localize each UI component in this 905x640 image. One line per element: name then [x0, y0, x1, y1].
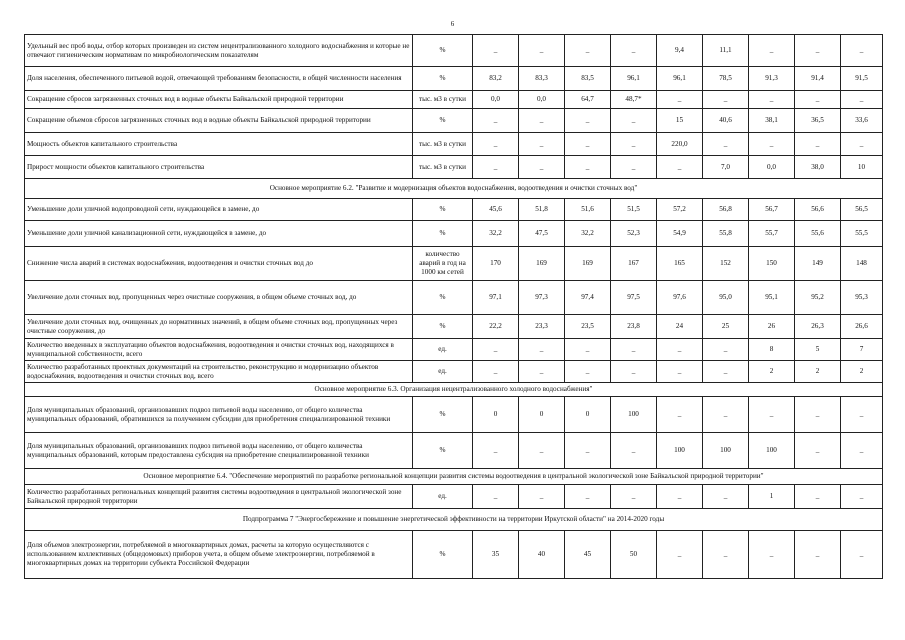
value-cell: _ — [795, 397, 841, 433]
value-cell: _ — [795, 91, 841, 109]
value-cell: 8 — [749, 339, 795, 361]
value-cell: 100 — [703, 433, 749, 469]
indicator-name: Количество разработанных региональных концепций развития системы водоотведения в центральной экологической зоне Байкальской природной территории — [25, 485, 413, 509]
value-cell: _ — [657, 361, 703, 383]
value-cell: _ — [565, 485, 611, 509]
value-cell: 91,5 — [841, 67, 883, 91]
value-cell: _ — [473, 339, 519, 361]
value-cell: 40 — [519, 531, 565, 579]
value-cell: 7,0 — [703, 156, 749, 179]
value-cell: 83,2 — [473, 67, 519, 91]
value-cell: _ — [565, 35, 611, 67]
value-cell: _ — [519, 156, 565, 179]
value-cell: _ — [703, 531, 749, 579]
table-row — [25, 531, 883, 579]
value-cell: _ — [473, 35, 519, 67]
value-cell: 97,3 — [519, 281, 565, 315]
value-cell: _ — [565, 109, 611, 133]
value-cell: _ — [841, 91, 883, 109]
value-cell: 95,3 — [841, 281, 883, 315]
indicator-name: Увеличение доли сточных вод, очищенных до нормативных значений, в общем объеме сточных вод, пропущенных через очистные сооружения, до — [25, 315, 413, 339]
table-row — [25, 156, 883, 179]
value-cell: 1 — [749, 485, 795, 509]
value-cell: 51,8 — [519, 199, 565, 221]
page-number: 6 — [450, 20, 455, 28]
unit-cell: количество аварий в год на 1000 км сетей — [413, 247, 473, 281]
value-cell: _ — [703, 361, 749, 383]
value-cell: _ — [657, 91, 703, 109]
unit-cell: ед. — [413, 339, 473, 361]
value-cell: 48,7* — [611, 91, 657, 109]
value-cell: 97,6 — [657, 281, 703, 315]
table-row — [25, 133, 883, 156]
value-cell: _ — [749, 531, 795, 579]
indicator-name: Прирост мощности объектов капитального строительства — [25, 156, 413, 179]
indicator-name: Количество введенных в эксплуатацию объектов водоснабжения, водоотведения и очистки сточных вод, находящихся в муниципальной собственности, всего — [25, 339, 413, 361]
value-cell: 149 — [795, 247, 841, 281]
value-cell: 47,5 — [519, 221, 565, 247]
value-cell: 169 — [519, 247, 565, 281]
value-cell: 0 — [519, 397, 565, 433]
value-cell: _ — [749, 35, 795, 67]
value-cell: 2 — [795, 361, 841, 383]
value-cell: _ — [473, 433, 519, 469]
unit-cell: % — [413, 433, 473, 469]
unit-cell: тыс. м3 в сутки — [413, 156, 473, 179]
value-cell: _ — [519, 433, 565, 469]
value-cell: _ — [795, 531, 841, 579]
value-cell: 51,6 — [565, 199, 611, 221]
unit-cell: % — [413, 35, 473, 67]
value-cell: 152 — [703, 247, 749, 281]
value-cell: _ — [519, 485, 565, 509]
value-cell: _ — [703, 397, 749, 433]
value-cell: 100 — [749, 433, 795, 469]
value-cell: 32,2 — [565, 221, 611, 247]
indicator-name: Доля объемов электроэнергии, потребляемой в многоквартирных домах, расчеты за которую осуществляются с использованием коллективных (общедомовых) приборов учета, в общем объеме электроэнергии, потребляемой в многоквартирных домах на территории субъекта Российской Федерации — [25, 531, 413, 579]
indicator-name: Доля муниципальных образований, организовавших подвоз питьевой воды населению, от общего количества муниципальных образований, которым предоставлена субсидия на приобретение специализированной техники — [25, 433, 413, 469]
value-cell: 2 — [749, 361, 795, 383]
value-cell: 148 — [841, 247, 883, 281]
value-cell: 95,2 — [795, 281, 841, 315]
table-row — [25, 91, 883, 109]
table-row — [25, 247, 883, 281]
unit-cell: % — [413, 199, 473, 221]
value-cell: 40,6 — [703, 109, 749, 133]
value-cell: _ — [795, 485, 841, 509]
value-cell: 52,3 — [611, 221, 657, 247]
value-cell: 51,5 — [611, 199, 657, 221]
value-cell: 26,6 — [841, 315, 883, 339]
value-cell: 0,0 — [749, 156, 795, 179]
value-cell: 15 — [657, 109, 703, 133]
value-cell: _ — [841, 531, 883, 579]
value-cell: _ — [611, 485, 657, 509]
value-cell: 23,8 — [611, 315, 657, 339]
section-header-row — [25, 509, 883, 531]
value-cell: 64,7 — [565, 91, 611, 109]
value-cell: _ — [749, 91, 795, 109]
value-cell: 33,6 — [841, 109, 883, 133]
value-cell: 32,2 — [473, 221, 519, 247]
indicators-table-body — [25, 35, 883, 579]
value-cell: 5 — [795, 339, 841, 361]
value-cell: 10 — [841, 156, 883, 179]
indicator-name: Уменьшение доли уличной канализационной сети, нуждающейся в замене, до — [25, 221, 413, 247]
value-cell: _ — [519, 133, 565, 156]
value-cell: _ — [473, 485, 519, 509]
unit-cell: тыс. м3 в сутки — [413, 91, 473, 109]
value-cell: 24 — [657, 315, 703, 339]
value-cell: 96,1 — [611, 67, 657, 91]
value-cell: 50 — [611, 531, 657, 579]
value-cell: 57,2 — [657, 199, 703, 221]
indicator-name: Снижение числа аварий в системах водоснабжения, водоотведения и очистки сточных вод до — [25, 247, 413, 281]
unit-cell: тыс. м3 в сутки — [413, 133, 473, 156]
value-cell: 55,8 — [703, 221, 749, 247]
value-cell: _ — [703, 91, 749, 109]
unit-cell: ед. — [413, 361, 473, 383]
value-cell: _ — [749, 133, 795, 156]
value-cell: _ — [519, 361, 565, 383]
unit-cell: % — [413, 221, 473, 247]
value-cell: _ — [611, 433, 657, 469]
table-row — [25, 361, 883, 383]
value-cell: _ — [611, 339, 657, 361]
table-row — [25, 281, 883, 315]
value-cell: 45,6 — [473, 199, 519, 221]
value-cell: 95,1 — [749, 281, 795, 315]
value-cell: 7 — [841, 339, 883, 361]
value-cell: 0,0 — [519, 91, 565, 109]
value-cell: 91,4 — [795, 67, 841, 91]
table-row — [25, 199, 883, 221]
value-cell: _ — [565, 339, 611, 361]
value-cell: _ — [657, 531, 703, 579]
indicator-name: Доля муниципальных образований, организовавших подвоз питьевой воды населению, от общего количества муниципальных образований, обратившихся за получением субсидии для приобретения специализированной техники — [25, 397, 413, 433]
unit-cell: % — [413, 531, 473, 579]
table-row — [25, 397, 883, 433]
value-cell: 2 — [841, 361, 883, 383]
indicators-table — [24, 34, 883, 579]
value-cell: 55,5 — [841, 221, 883, 247]
value-cell: 11,1 — [703, 35, 749, 67]
value-cell: _ — [749, 397, 795, 433]
value-cell: _ — [841, 35, 883, 67]
value-cell: _ — [611, 109, 657, 133]
indicator-name: Удельный вес проб воды, отбор которых произведен из систем нецентрализованного холодного водоснабжения и которые не отвечают гигиеническим нормативам по микробиологическим показателям — [25, 35, 413, 67]
section-header-row — [25, 469, 883, 485]
value-cell: 38,0 — [795, 156, 841, 179]
indicator-name: Мощность объектов капитального строительства — [25, 133, 413, 156]
value-cell: _ — [841, 397, 883, 433]
value-cell: _ — [657, 397, 703, 433]
value-cell: _ — [611, 35, 657, 67]
table-row — [25, 67, 883, 91]
indicator-name: Сокращение объемов сбросов загрязненных сточных вод в водные объекты Байкальской природной территории — [25, 109, 413, 133]
unit-cell: % — [413, 281, 473, 315]
value-cell: 0 — [473, 397, 519, 433]
value-cell: _ — [795, 133, 841, 156]
value-cell: 38,1 — [749, 109, 795, 133]
value-cell: 56,7 — [749, 199, 795, 221]
value-cell: _ — [703, 133, 749, 156]
indicator-name: Доля населения, обеспеченного питьевой водой, отвечающей требованиям безопасности, в общей численности населения — [25, 67, 413, 91]
value-cell: 170 — [473, 247, 519, 281]
value-cell: _ — [611, 156, 657, 179]
indicator-name: Уменьшение доли уличной водопроводной сети, нуждающейся в замене, до — [25, 199, 413, 221]
value-cell: 97,5 — [611, 281, 657, 315]
value-cell: 100 — [611, 397, 657, 433]
unit-cell: % — [413, 109, 473, 133]
value-cell: 23,3 — [519, 315, 565, 339]
table-row — [25, 315, 883, 339]
section-title: Основное мероприятие 6.2. "Развитие и модернизация объектов водоснабжения, водоотведения и очистки сточных вод" — [25, 179, 883, 199]
value-cell: _ — [611, 361, 657, 383]
value-cell: 0,0 — [473, 91, 519, 109]
value-cell: _ — [703, 485, 749, 509]
value-cell: _ — [841, 485, 883, 509]
value-cell: 167 — [611, 247, 657, 281]
value-cell: _ — [473, 156, 519, 179]
value-cell: _ — [473, 133, 519, 156]
value-cell: 26 — [749, 315, 795, 339]
unit-cell: % — [413, 315, 473, 339]
indicator-name: Количество разработанных проектных документаций на строительство, реконструкцию и модернизацию объектов водоснабжения, водоотведения и очистки сточных вод, всего — [25, 361, 413, 383]
table-row — [25, 35, 883, 67]
value-cell: 0 — [565, 397, 611, 433]
value-cell: 100 — [657, 433, 703, 469]
table-row — [25, 433, 883, 469]
value-cell: 55,7 — [749, 221, 795, 247]
value-cell: 25 — [703, 315, 749, 339]
section-title: Основное мероприятие 6.3. Организация нецентрализованного холодного водоснабжения" — [25, 383, 883, 397]
value-cell: 78,5 — [703, 67, 749, 91]
value-cell: 220,0 — [657, 133, 703, 156]
table-row — [25, 339, 883, 361]
table-row — [25, 485, 883, 509]
section-title: Подпрограмма 7 "Энергосбережение и повышение энергетической эффективности на территории Иркутской области" на 2014-2020 годы — [25, 509, 883, 531]
value-cell: 55,6 — [795, 221, 841, 247]
value-cell: _ — [841, 133, 883, 156]
value-cell: 26,3 — [795, 315, 841, 339]
value-cell: _ — [657, 339, 703, 361]
value-cell: _ — [519, 339, 565, 361]
value-cell: 36,5 — [795, 109, 841, 133]
unit-cell: % — [413, 397, 473, 433]
value-cell: 22,2 — [473, 315, 519, 339]
value-cell: _ — [795, 35, 841, 67]
value-cell: 9,4 — [657, 35, 703, 67]
section-header-row — [25, 383, 883, 397]
value-cell: _ — [519, 109, 565, 133]
value-cell: _ — [795, 433, 841, 469]
value-cell: _ — [657, 485, 703, 509]
indicator-name: Увеличение доли сточных вод, пропущенных через очистные сооружения, в общем объеме сточных вод, до — [25, 281, 413, 315]
value-cell: _ — [565, 133, 611, 156]
value-cell: 97,4 — [565, 281, 611, 315]
value-cell: _ — [565, 361, 611, 383]
value-cell: 169 — [565, 247, 611, 281]
unit-cell: % — [413, 67, 473, 91]
value-cell: 54,9 — [657, 221, 703, 247]
value-cell: 23,5 — [565, 315, 611, 339]
table-row — [25, 221, 883, 247]
value-cell: _ — [841, 433, 883, 469]
value-cell: 83,3 — [519, 67, 565, 91]
value-cell: 165 — [657, 247, 703, 281]
value-cell: _ — [473, 361, 519, 383]
value-cell: _ — [703, 339, 749, 361]
value-cell: 56,6 — [795, 199, 841, 221]
value-cell: 45 — [565, 531, 611, 579]
value-cell: 83,5 — [565, 67, 611, 91]
value-cell: 91,3 — [749, 67, 795, 91]
value-cell: _ — [657, 156, 703, 179]
unit-cell: ед. — [413, 485, 473, 509]
value-cell: 35 — [473, 531, 519, 579]
table-row — [25, 109, 883, 133]
value-cell: 56,5 — [841, 199, 883, 221]
value-cell: _ — [473, 109, 519, 133]
value-cell: 97,1 — [473, 281, 519, 315]
value-cell: _ — [611, 133, 657, 156]
section-title: Основное мероприятие 6.4. "Обеспечение мероприятий по разработке региональной концепции развития системы водоотведения в центральной экологической зоне Байкальской природной территории" — [25, 469, 883, 485]
value-cell: 150 — [749, 247, 795, 281]
section-header-row — [25, 179, 883, 199]
indicator-name: Сокращение сбросов загрязненных сточных вод в водные объекты Байкальской природной территории — [25, 91, 413, 109]
value-cell: 95,0 — [703, 281, 749, 315]
value-cell: 56,8 — [703, 199, 749, 221]
value-cell: _ — [565, 156, 611, 179]
value-cell: _ — [565, 433, 611, 469]
value-cell: 96,1 — [657, 67, 703, 91]
value-cell: _ — [519, 35, 565, 67]
